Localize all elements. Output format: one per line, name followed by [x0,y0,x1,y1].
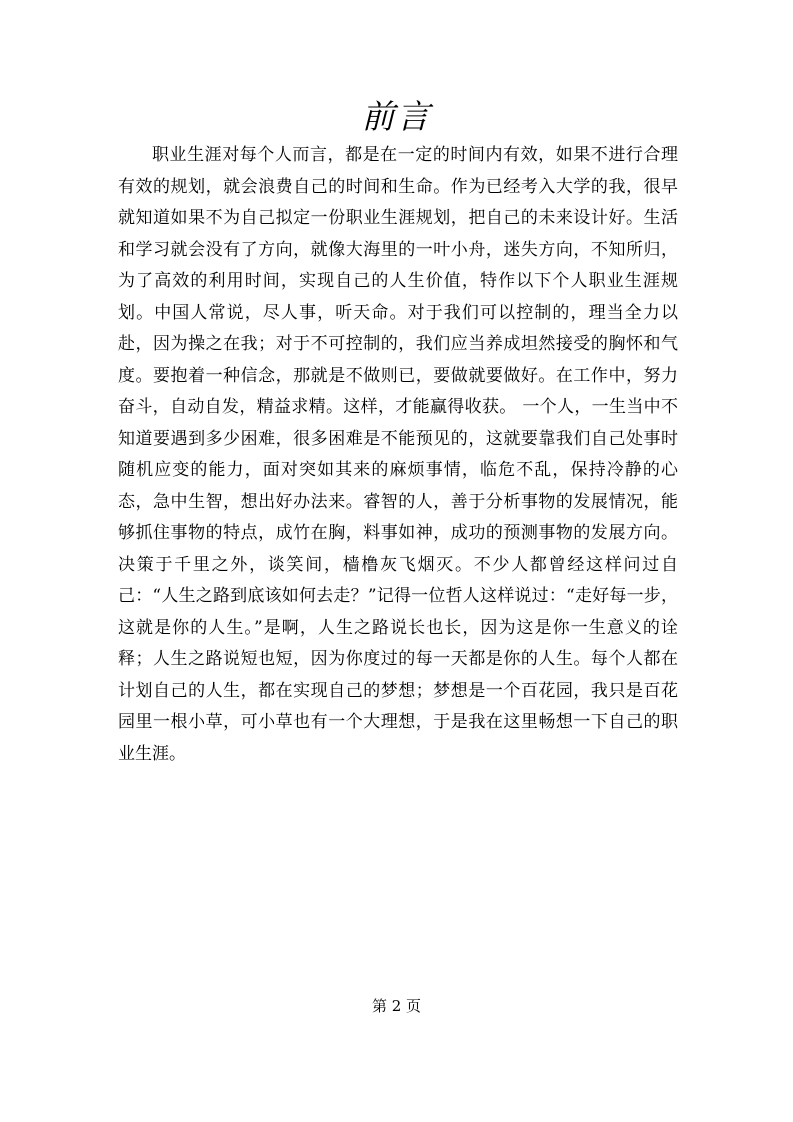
page-title: 前言 [361,97,432,136]
body-paragraph: 职业生涯对每个人而言，都是在一定的时间内有效，如果不进行合理有效的规划，就会浪费自己的时间和生命。作为已经考入大学的我，很早就知道如果不为自己拟定一份职业生涯规划，把自己的未来设计好。生活和学习就会没有了方向，就像大海里的一叶小舟，迷失方向，不知所归，为了高效的利用时间，实现自己的人生价值，特作以下个人职业生涯规划。中国人常说，尽人事，听天命。对于我们可以控制的，理当全力以赴，因为操之在我；对于不可控制的，我们应当养成坦然接受的胸怀和气度。要抱着一种信念，那就是不做则已，要做就要做好。在工作中，努力奋斗，自动自发，精益求精。这样，才能赢得收获。 一个人，一生当中不知道要遇到多少困难，很多困难是不能预见的，这就要靠我们自己处事时随机应变的能力，面对突如其来的麻烦事情，临危不乱，保持冷静的心态，急中生智，想出好办法来。睿智的人，善于分析事物的发展情况，能够抓住事物的特点，成竹在胸，料事如神，成功的预测事物的发展方向。决策于千里之外，谈笑间，樯橹灰飞烟灭。不少人都曾经这样问过自己：“人生之路到底该如何去走？”记得一位哲人这样说过：“走好每一步，这就是你的人生。”是啊，人生之路说长也长，因为这是你一生意义的诠释；人生之路说短也短，因为你度过的每一天都是你的人生。每个人都在计划自己的人生，都在实现自己的梦想；梦想是一个百花园，我只是百花园里一根小草，可小草也有一个大理想，于是我在这里畅想一下自己的职业生涯。 [118,145,678,764]
page-number: 第 2 页 [371,997,422,1015]
